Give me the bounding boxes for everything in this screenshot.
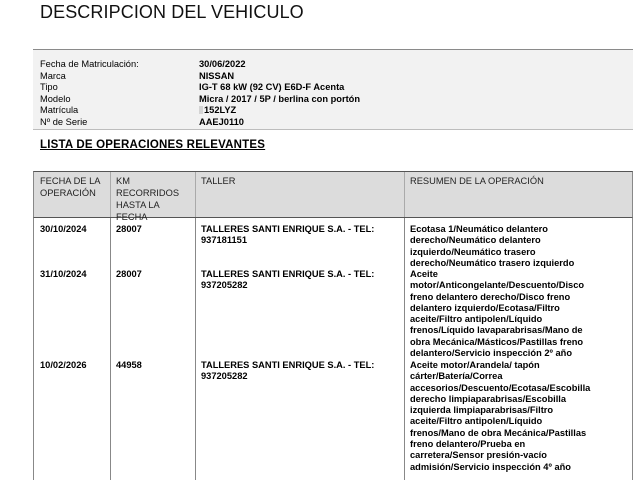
field-value: AAEJ0110 bbox=[199, 116, 244, 127]
plate-value-text: 152LYZ bbox=[204, 105, 237, 115]
row-km: 44958 bbox=[116, 360, 142, 370]
row-date: 10/02/2026 bbox=[40, 360, 87, 370]
operations-section-title: LISTA DE OPERACIONES RELEVANTES bbox=[40, 139, 266, 151]
field-label: Marca bbox=[40, 70, 66, 81]
operations-table-header bbox=[33, 171, 633, 222]
field-label: Modelo bbox=[40, 93, 71, 104]
row-taller: TALLERES SANTI ENRIQUE S.A. - TEL: 937181151 bbox=[201, 224, 375, 246]
column-separator bbox=[195, 218, 196, 480]
vehicle-description-panel bbox=[33, 49, 633, 130]
row-date: 31/10/2024 bbox=[40, 269, 87, 279]
header-km bbox=[116, 175, 179, 223]
field-value: Micra / 2017 / 5P / berlina con portón bbox=[199, 93, 361, 104]
field-value: 30/06/2022 bbox=[199, 59, 246, 69]
field-label: Tipo bbox=[40, 82, 58, 92]
field-value: IG-T 68 kW (92 CV) E6D-F Acenta bbox=[199, 82, 345, 92]
header-date bbox=[40, 175, 100, 199]
field-label: Nº de Serie bbox=[40, 116, 88, 127]
plate-redaction-mark bbox=[199, 106, 203, 114]
row-resumen: Aceite motor/Anticongelante/Descuento/Disco freno delantero derecho/Disco freno delantero izquierdo/Ecotasa/Filtro aceite/Filtro antipolen/Líquido frenos/Líquido lavaparabrisas/Mano de obra Mecánica/Másticos/Pastillas freno delantero/Servicio inspección 2º año bbox=[410, 269, 585, 359]
row-resumen: Aceite motor/Arandela/ tapón cárter/Batería/Correa accesorios/Descuento/Ecotasa/Escobilla derecho limpiaparabrisas/Escobilla izquierda limpiaparabrisas/Filtro aceite/Filtro antipolen/Líquido frenos/Mano de obra Mecánica/Pastillas freno delantero/Prueba en carretera/Sensor presión-vacío admisión/Servicio inspección 4º año bbox=[410, 360, 591, 472]
header-separator bbox=[404, 172, 405, 217]
row-date: 30/10/2024 bbox=[40, 224, 87, 234]
column-separator bbox=[110, 218, 111, 480]
header-separator bbox=[195, 172, 196, 217]
row-km: 28007 bbox=[116, 224, 142, 234]
header-km-text: KM RECORRIDOS HASTA LA FECHA bbox=[116, 176, 180, 222]
header-date-text: FECHA DE LA OPERACIÓN bbox=[40, 176, 101, 198]
row-km: 28007 bbox=[116, 269, 142, 279]
row-taller: TALLERES SANTI ENRIQUE S.A. - TEL: 937205282 bbox=[201, 269, 375, 291]
column-separator bbox=[404, 218, 405, 480]
header-taller-text: TALLER bbox=[201, 176, 236, 186]
field-label: Matrícula bbox=[40, 105, 79, 115]
row-resumen: Ecotasa 1/Neumático delantero derecho/Neumático delantero izquierdo/Neumático trasero derecho/Neumático trasero izquierdo bbox=[410, 224, 575, 268]
page-title: DESCRIPCION DEL VEHICULO bbox=[40, 2, 304, 22]
field-value bbox=[199, 104, 236, 116]
header-resumen bbox=[410, 175, 544, 187]
field-value: NISSAN bbox=[199, 70, 235, 81]
field-label: Fecha de Matriculación: bbox=[40, 59, 139, 69]
row-taller: TALLERES SANTI ENRIQUE S.A. - TEL: 937205282 bbox=[201, 360, 375, 382]
header-separator bbox=[110, 172, 111, 217]
header-taller bbox=[201, 175, 235, 187]
header-resumen-text: RESUMEN DE LA OPERACIÓN bbox=[410, 176, 544, 186]
operations-table-body bbox=[33, 218, 633, 480]
